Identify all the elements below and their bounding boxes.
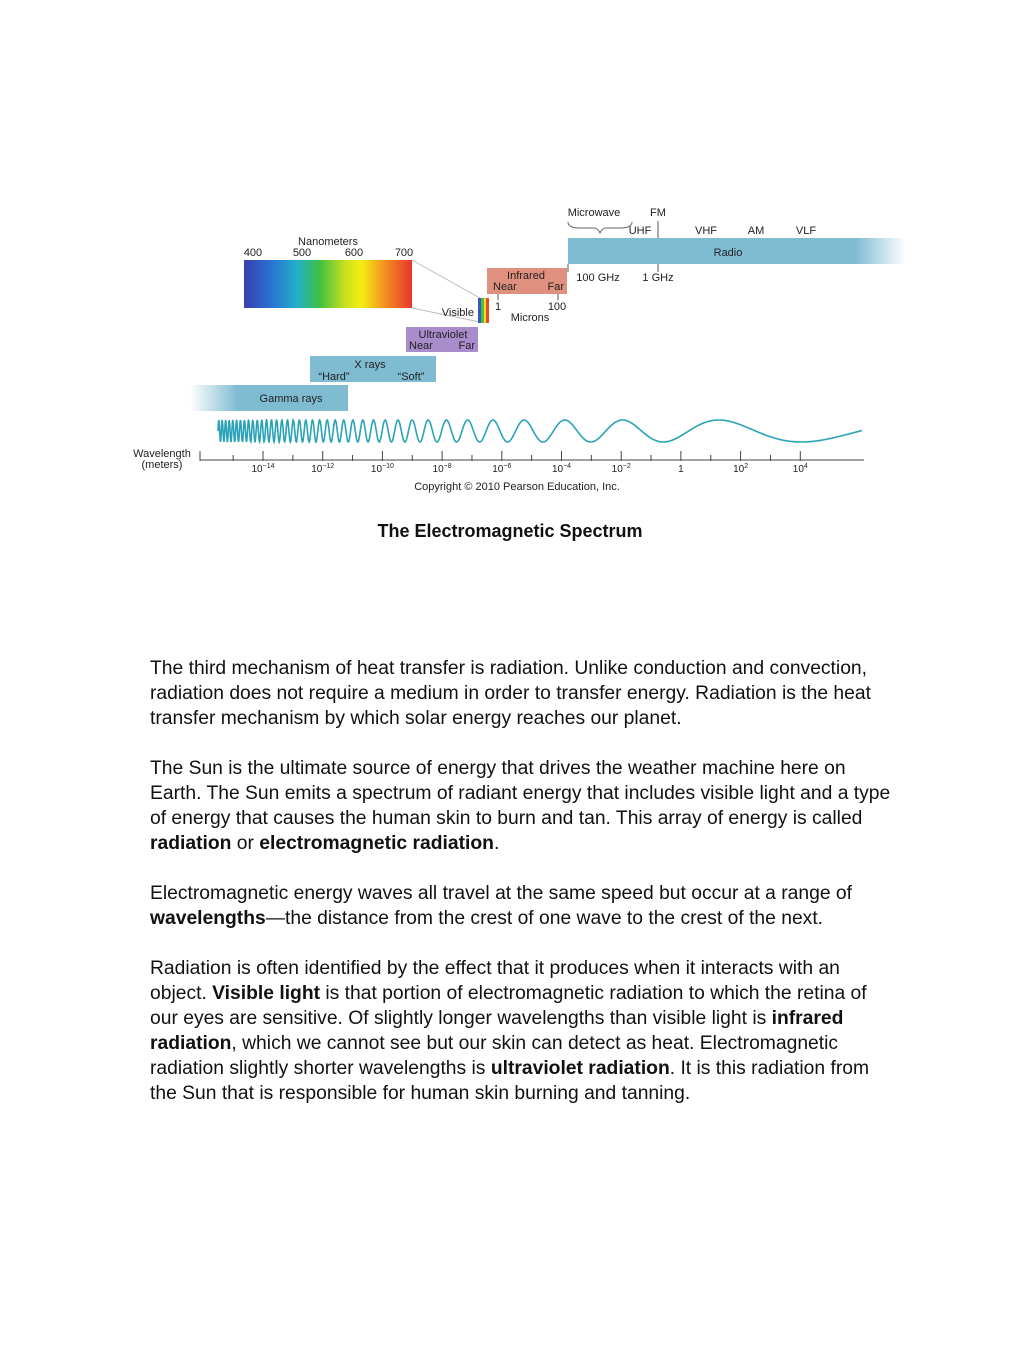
term-wavelengths: wavelengths	[150, 908, 266, 929]
term-ultraviolet-radiation: ultraviolet radiation	[490, 1058, 670, 1079]
fm-label: FM	[650, 207, 666, 219]
freq-1ghz-label: 1 GHz	[642, 272, 674, 284]
copyright-text: Copyright © 2010 Pearson Education, Inc.	[414, 481, 620, 493]
visible-mini-band-green	[481, 298, 484, 323]
wavelength-label: Wavelength	[133, 448, 191, 460]
scale-tick-label: 1	[678, 464, 684, 475]
infrared-title: Infrared	[507, 270, 545, 282]
paragraph-wavelengths	[150, 881, 895, 931]
xrays-title: X rays	[354, 359, 386, 371]
scale-tick-label: $10^{-12}$	[311, 463, 335, 475]
infrared-near: Near	[493, 281, 517, 293]
nm-tick-400: 400	[243, 247, 263, 259]
wavelength-wave	[218, 420, 862, 442]
text-run: is that portion of electromagnetic radiation to which the retina of our eyes are sensitive. Of slightly longer wavelengths than visible light is	[150, 983, 867, 1029]
microwave-label: Microwave	[567, 207, 621, 219]
text-run: .	[493, 833, 500, 854]
vlf-label: VLF	[795, 225, 817, 237]
visible-mini-band-yellow	[484, 298, 486, 323]
term-electromagnetic-radiation: electromagnetic radiation	[259, 833, 494, 854]
text-run: Radiation is often identified by the effect that it produces when it interacts with an object.	[150, 958, 840, 1004]
scale-tick-label: $10^4$	[792, 463, 808, 475]
microns-low: 1	[494, 301, 502, 313]
figure-caption: The Electromagnetic Spectrum	[377, 521, 643, 541]
scale-tick-label: $10^2$	[733, 463, 749, 475]
article-body	[150, 656, 895, 1131]
term-radiation: radiation	[150, 833, 232, 854]
vhf-label: VHF	[695, 225, 717, 237]
visible-mini-band-red	[486, 298, 489, 323]
microns-high: 100	[547, 301, 567, 313]
ultraviolet-far: Far	[458, 340, 475, 352]
gamma-label: Gamma rays	[259, 393, 323, 405]
ultraviolet-near: Near	[409, 340, 433, 352]
xrays-soft: “Soft”	[397, 371, 425, 383]
microwave-brace	[568, 222, 632, 233]
paragraph-radiation-types	[150, 956, 895, 1106]
scale-tick-label: $10^{-14}$	[251, 463, 275, 475]
infrared-far: Far	[547, 281, 564, 293]
paragraph-radiation-intro: The third mechanism of heat transfer is radiation. Unlike conduction and convection, radiation does not require a medium in order to transfer energy. Radiation is the heat transfer mechanism by which solar energy reaches our planet.	[150, 658, 871, 729]
visible-spectrum-gradient	[244, 260, 412, 308]
paragraph-sun-energy	[150, 756, 895, 856]
wavelength-units-label: (meters)	[141, 459, 183, 471]
text-run: . It is this radiation from the Sun that is responsible for human skin burning and tanning.	[150, 1058, 870, 1104]
term-visible-light: Visible light	[212, 983, 321, 1004]
zoom-line-top	[412, 260, 480, 298]
scale-tick-label: $10^{-4}$	[551, 463, 572, 475]
text-run: The Sun is the ultimate source of energy that drives the weather machine here on Earth. The Sun emits a spectrum of radiant energy that includes visible light and a type of energy that causes the human skin to burn and tan. This array of energy is called	[150, 758, 891, 829]
visible-label: Visible	[441, 307, 474, 319]
scale-ticks	[233, 451, 808, 475]
am-label: AM	[747, 225, 765, 237]
uhf-label: UHF	[628, 225, 652, 237]
scale-tick-label: $10^{-2}$	[611, 463, 631, 475]
visible-mini-band	[478, 298, 481, 323]
term-infrared-radiation: infrared radiation	[150, 1008, 844, 1054]
nm-tick-700: 700	[394, 247, 414, 259]
nm-tick-600: 600	[344, 247, 364, 259]
text-run: Electromagnetic energy waves all travel at the same speed but occur at a range of	[150, 883, 853, 904]
nm-tick-500: 500	[292, 247, 312, 259]
xrays-hard: “Hard”	[318, 371, 350, 383]
radio-label: Radio	[713, 247, 743, 259]
electromagnetic-spectrum-figure	[120, 195, 910, 500]
freq-100ghz-label: 100 GHz	[576, 272, 620, 284]
text-run: —the distance from the crest of one wave to the crest of the next.	[265, 908, 824, 929]
scale-tick-label: $10^{-8}$	[432, 463, 452, 475]
text-run: , which we cannot see but our skin can detect as heat. Electromagnetic radiation slightly shorter wavelengths is	[150, 1033, 839, 1079]
microns-label: Microns	[510, 312, 550, 324]
text-run: or	[231, 833, 260, 854]
nanometers-label: Nanometers	[298, 236, 358, 248]
scale-tick-label: $10^{-6}$	[492, 463, 512, 475]
ultraviolet-title: Ultraviolet	[418, 329, 468, 341]
scale-tick-label: $10^{-10}$	[370, 463, 394, 475]
